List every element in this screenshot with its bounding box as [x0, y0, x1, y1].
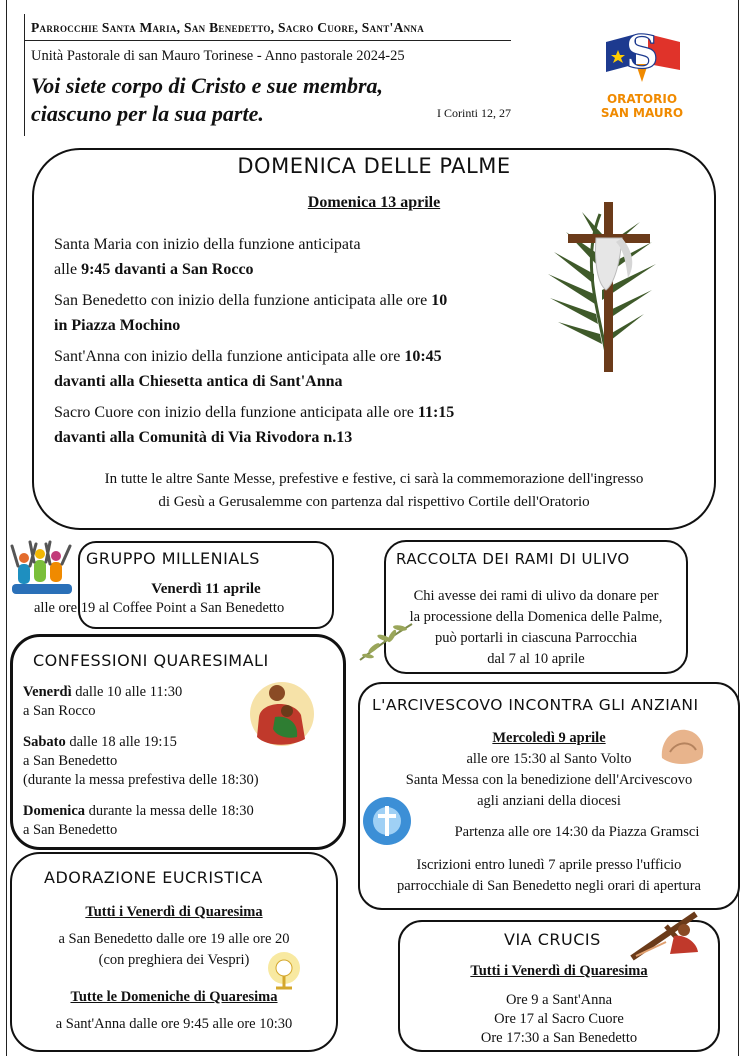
olive-branches-text — [386, 586, 686, 670]
cross-palm-icon — [540, 194, 672, 378]
archbishop-line-1: alle ore 15:30 al Santo Volto — [466, 751, 632, 767]
archbishop-line-5: Iscrizioni entro lunedì 7 aprile presso l'ufficio — [416, 857, 682, 873]
page-border-left — [6, 0, 7, 1056]
confession-time-sunday: durante la messa delle 18:30 — [85, 803, 254, 819]
olive-line-2: la processione della Domenica delle Palme, — [409, 609, 663, 625]
santa-maria-line-2a: alle — [54, 261, 82, 278]
logo-letter: S — [625, 25, 659, 79]
confessions-title: CONFESSIONI QUARESIMALI — [33, 651, 269, 670]
palm-footer-line-2: di Gesù a Gerusalemme con partenza dal rispettivo Cortile dell'Oratorio — [158, 494, 590, 510]
confession-note-saturday: (durante la messa prefestiva delle 18:30) — [23, 772, 259, 788]
jesus-carrying-cross-icon — [626, 908, 712, 962]
confessions-box — [10, 634, 346, 850]
archbishop-title: L'ARCIVESCOVO INCONTRA GLI ANZIANI — [372, 696, 699, 714]
palm-sunday-title: DOMENICA DELLE PALME — [237, 154, 511, 178]
logo-text-1: ORATORIO — [606, 92, 678, 106]
olive-line-3: può portarli in ciascuna Parrocchia — [434, 630, 638, 646]
confession-day-saturday: Sabato — [23, 734, 66, 750]
olive-branches-title: RACCOLTA DEI RAMI DI ULIVO — [396, 550, 630, 568]
adoration-box — [10, 852, 338, 1052]
confessions-schedule — [23, 683, 259, 840]
confession-time-saturday: dalle 18 alle 19:15 — [65, 734, 177, 750]
archbishop-line-2: Santa Messa con la benedizione dell'Arcivescovo — [405, 772, 693, 788]
confession-day-friday: Venerdì — [23, 684, 72, 700]
page-border-right — [738, 0, 739, 1056]
santa-maria-item — [54, 232, 524, 282]
header — [24, 14, 515, 136]
motto-line-2: ciascuno per la sua parte. — [31, 101, 264, 126]
santa-maria-line-2b: 9:45 davanti a San Rocco — [81, 261, 254, 278]
via-crucis-line-2: Ore 17 al Sacro Cuore — [494, 1011, 624, 1027]
palm-sunday-date: Domenica 13 aprile — [307, 194, 441, 211]
motto-line-1: Voi siete corpo di Cristo e sue membra, — [31, 73, 383, 98]
millenials-detail: alle ore 19 al Coffee Point a San Benedetto — [34, 600, 285, 616]
archbishop-line-6: parrocchiale di San Benedetto negli orari di apertura — [397, 878, 701, 894]
adoration-line-1: a San Benedetto dalle ore 19 alle ore 20 — [58, 931, 290, 947]
logo-text-2: SAN MAURO — [600, 106, 684, 120]
santa-maria-line-1: Santa Maria con inizio della funzione anticipata — [54, 236, 361, 253]
palm-sunday-box — [32, 148, 716, 530]
via-crucis-text — [400, 962, 718, 1048]
via-crucis-sub: Tutti i Venerdì di Quaresima — [470, 963, 648, 979]
adoration-title: ADORAZIONE EUCRISTICA — [44, 868, 263, 887]
adoration-line-2: (con preghiera dei Vespri) — [98, 952, 250, 968]
santanna-place: davanti alla Chiesetta antica di Sant'Anna — [54, 373, 343, 390]
santanna-item — [54, 344, 524, 394]
palm-sunday-footer — [34, 468, 714, 514]
confession-day-sunday: Domenica — [23, 803, 86, 819]
sacro-cuore-time: 11:15 — [417, 404, 455, 421]
olive-branch-icon — [356, 620, 416, 664]
olive-branches-box — [384, 540, 688, 674]
confession-place-sunday: a San Benedetto — [23, 822, 118, 838]
san-benedetto-item — [54, 288, 524, 338]
confession-place-friday: a San Rocco — [23, 703, 96, 719]
pastoral-unit: Unità Pastorale di san Mauro Torinese - Anno pastorale 2024-25 — [31, 48, 405, 64]
motto — [31, 72, 383, 128]
san-benedetto-line-1: San Benedetto con inizio della funzione anticipata alle ore — [54, 292, 432, 309]
millenials-date: Venerdì 11 aprile — [151, 581, 261, 597]
palm-footer-line-1: In tutte le altre Sante Messe, prefestive e festive, ci sarà la commemorazione dell'ingresso — [104, 471, 644, 487]
archbishop-line-4: Partenza alle ore 14:30 da Piazza Gramsci — [454, 824, 700, 840]
adoration-line-3: a Sant'Anna dalle ore 9:45 alle ore 10:30 — [55, 1016, 293, 1032]
millenials-title: GRUPPO MILLENIALS — [86, 549, 260, 568]
bible-reference: I Corinti 12, 27 — [437, 106, 511, 120]
confession-place-saturday: a San Benedetto — [23, 753, 118, 769]
logo-emblem-icon — [596, 20, 688, 90]
san-benedetto-place: in Piazza Mochino — [54, 317, 181, 334]
adoration-sub-1: Tutti i Venerdì di Quaresima — [85, 904, 263, 920]
praying-hands-icon — [656, 722, 710, 768]
via-crucis-title: VIA CRUCIS — [504, 930, 601, 949]
parishes-heading: Parrocchie Santa Maria, San Benedetto, Sacro Cuore, Sant'Anna — [31, 20, 425, 35]
father-embrace-icon — [247, 677, 317, 751]
santanna-time: 10:45 — [404, 348, 442, 365]
header-divider — [25, 40, 511, 41]
archbishop-date: Mercoledì 9 aprile — [492, 730, 606, 746]
olive-line-4: dal 7 al 10 aprile — [487, 651, 585, 667]
via-crucis-line-1: Ore 9 a Sant'Anna — [505, 992, 613, 1008]
san-benedetto-time: 10 — [431, 292, 448, 309]
monstrance-icon — [262, 948, 306, 992]
people-celebrating-icon — [10, 538, 76, 598]
sacro-cuore-item — [54, 400, 524, 450]
santanna-line-1: Sant'Anna con inizio della funzione anticipata alle ore — [54, 348, 405, 365]
adoration-sub-2: Tutte le Domeniche di Quaresima — [70, 989, 278, 1005]
archbishop-line-3: agli anziani della diocesi — [477, 793, 621, 809]
oratorio-logo — [596, 20, 688, 124]
via-crucis-line-3: Ore 17:30 a San Benedetto — [480, 1030, 638, 1046]
archbishop-box — [358, 682, 740, 910]
blue-cross-icon — [362, 794, 412, 848]
sacro-cuore-line-1: Sacro Cuore con inizio della funzione anticipata alle ore — [54, 404, 418, 421]
olive-line-1: Chi avesse dei rami di ulivo da donare per — [413, 588, 659, 604]
sacro-cuore-place: davanti alla Comunità di Via Rivodora n.13 — [54, 429, 353, 446]
confession-time-friday: dalle 10 alle 11:30 — [71, 684, 183, 700]
